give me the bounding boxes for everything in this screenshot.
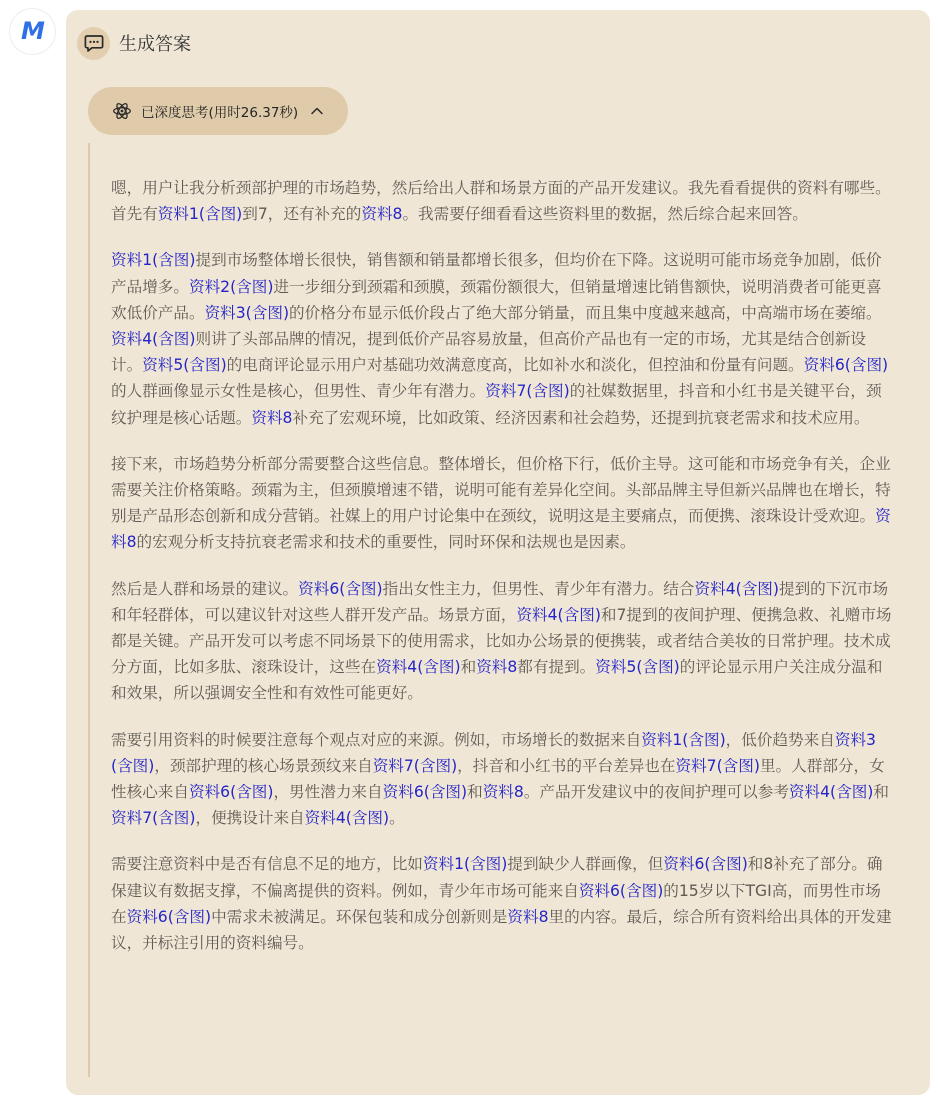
- paragraph-text: 的人群画像显示女性是核心，但男性、青少年有潜力。: [111, 382, 486, 401]
- paragraph-text: ，低价趋势来自: [725, 730, 835, 749]
- paragraph-text: 和7提到的夜间护理、便携急救、礼赠市场都是关键。产品开发可以考虑不同场景下的使用需求，比如办公场景的便携装，或者结合美妆的日常护理。技术成分方面，比如多肽、滚珠设计，这些在: [111, 605, 892, 677]
- deep-thinking-toggle[interactable]: [88, 87, 348, 135]
- paragraph-text: 然后是人群和场景的建议。: [111, 579, 299, 598]
- reference-link[interactable]: 资料6(含图): [382, 783, 468, 802]
- paragraph-text: 到7，还有补充的: [242, 205, 362, 224]
- assistant-avatar: [10, 9, 55, 54]
- deep-thinking-label: 已深度思考(用时26.37秒): [141, 105, 299, 121]
- reference-link[interactable]: 资料5(含图): [142, 356, 227, 375]
- reference-link[interactable]: 资料7(含图): [675, 756, 760, 775]
- reference-link[interactable]: 资料6(含图): [126, 907, 212, 926]
- paragraph-text: 和8补充了部分。确保建议有数据支撑，不偏离提供的资料。例如，青少年市场可能来自: [111, 855, 883, 900]
- reference-link[interactable]: 资料1(含图): [111, 251, 196, 270]
- paragraph-text: ，男性潜力来自: [273, 783, 383, 802]
- paragraph-text: 的宏观分析支持抗衰老需求和技术的重要性，同时环保和法规也是因素。: [136, 533, 636, 552]
- thinking-paragraph: [111, 727, 894, 832]
- reference-link[interactable]: 资料1(含图): [422, 855, 508, 874]
- paragraph-text: 提到缺少人群画像，但: [507, 855, 664, 874]
- paragraph-text: ，颈部护理的核心场景颈纹来自: [154, 756, 373, 775]
- paragraph-text: 。我需要仔细看看这些资料里的数据，然后综合起来回答。: [402, 205, 808, 224]
- paragraph-text: 的电商评论显示用户对基础功效满意度高，比如补水和淡化，但控油和份量有问题。: [226, 356, 804, 375]
- paragraph-text: 嗯，用户让我分析颈部护理的市场趋势，然后给出人群和场景方面的产品开发建议。我先看看提供的资料有哪些。首先有: [111, 179, 891, 224]
- answer-header: [77, 25, 191, 61]
- paragraph-text: 的价格分布显示低价段占了绝大部分销量，而且集中度越来越高，中高端市场在萎缩。: [289, 303, 882, 322]
- paragraph-text: 都有提到。: [517, 658, 596, 677]
- paragraph-text: ，抖音和小红书的平台差异也在: [457, 756, 676, 775]
- paragraph-text: 的15岁以下TGI高，而男性市场在: [111, 881, 881, 926]
- paragraph-text: 提到市场整体增长很快，销售额和销量都增长很多，但均价在下降。这说明可能市场竞争加剧，低价产品增多。: [111, 251, 882, 296]
- paragraph-text: ，便携设计来自: [195, 809, 305, 828]
- reference-link[interactable]: 资料1(含图): [641, 730, 726, 749]
- reference-link[interactable]: 资料7(含图): [111, 809, 196, 828]
- paragraph-text: 提到的下沉市场和年轻群体，可以建议针对这些人群开发产品。场景方面，: [111, 579, 889, 624]
- thinking-paragraph: [111, 247, 894, 430]
- paragraph-text: 需要注意资料中是否有信息不足的地方，比如: [111, 855, 423, 874]
- reference-link[interactable]: 资料7(含图): [372, 756, 458, 775]
- reference-link[interactable]: 资料8: [361, 205, 403, 224]
- reference-link[interactable]: 资料4(含图): [788, 783, 874, 802]
- paragraph-text: 接下来，市场趋势分析部分需要整合这些信息。整体增长，但价格下行，低价主导。这可能和市场竞争有关，企业需要关注价格策略。颈霜为主，但颈膜增速不错，说明可能有差异化空间。头部品牌主导但新兴品牌也在增长，特别是产品形态创新和成分营销。社媒上的用户讨论集中在颈纹，说明这是主要痛点，而便携、滚珠设计受欢迎。: [111, 454, 891, 526]
- thinking-paragraph: [111, 451, 894, 556]
- thinking-paragraph: [111, 851, 894, 956]
- chat-bubble-icon: [77, 27, 110, 60]
- paragraph-text: 。: [389, 809, 405, 828]
- reference-link[interactable]: 资料8: [476, 658, 518, 677]
- answer-panel: [66, 10, 930, 1095]
- answer-title: 生成答案: [119, 34, 191, 55]
- paragraph-text: 则讲了头部品牌的情况，提到低价产品容易放量，但高价产品也有一定的市场，尤其是结合创新设计。: [111, 330, 867, 375]
- paragraph-text: 需要引用资料的时候要注意每个观点对应的来源。例如，市场增长的数据来自: [111, 730, 642, 749]
- reference-link[interactable]: 资料8: [482, 783, 524, 802]
- reference-link[interactable]: 资料3(含图): [204, 303, 290, 322]
- paragraph-text: 和: [873, 783, 889, 802]
- paragraph-text: 里的内容。最后，综合所有资料给出具体的开发建议，并标注引用的资料编号。: [111, 907, 892, 953]
- reference-link[interactable]: 资料6(含图): [663, 855, 748, 874]
- reference-link[interactable]: 资料5(含图): [595, 658, 680, 677]
- reference-link[interactable]: 资料6(含图): [188, 783, 274, 802]
- reference-link[interactable]: 资料7(含图): [485, 382, 570, 401]
- reference-link[interactable]: 资料8: [251, 408, 293, 427]
- reference-link[interactable]: 资料8: [507, 907, 549, 926]
- paragraph-text: 和: [460, 658, 477, 677]
- reference-link[interactable]: 资料1(含图): [157, 205, 243, 224]
- paragraph-text: 补充了宏观环境，比如政策、经济因素和社会趋势，还提到抗衰老需求和技术应用。: [292, 408, 870, 427]
- reference-link[interactable]: 资料6(含图): [298, 579, 383, 598]
- paragraph-text: 的评论显示用户关注成分温和和效果，所以强调安全性和有效性可能更好。: [111, 658, 883, 703]
- reference-link[interactable]: 资料2(含图): [188, 277, 274, 296]
- reference-link[interactable]: 资料8: [111, 507, 891, 552]
- paragraph-text: 。产品开发建议中的夜间护理可以参考: [523, 783, 789, 802]
- reference-link[interactable]: 资料6(含图): [803, 356, 889, 375]
- chevron-up-icon[interactable]: [310, 106, 324, 116]
- paragraph-text: 里。人群部分，女性核心来自: [111, 756, 885, 802]
- reference-link[interactable]: 资料3(含图): [111, 730, 876, 775]
- reference-link[interactable]: 资料6(含图): [578, 881, 664, 900]
- thinking-paragraph: [111, 175, 894, 227]
- atom-icon: [112, 101, 132, 121]
- paragraph-text: 中需求未被满足。环保包装和成分创新则是: [211, 907, 508, 926]
- paragraph-text: 和: [467, 783, 483, 802]
- reference-link[interactable]: 资料4(含图): [111, 330, 196, 349]
- reference-link[interactable]: 资料4(含图): [516, 605, 601, 624]
- assistant-logo: M: [21, 17, 44, 45]
- paragraph-text: 的社媒数据里，抖音和小红书是关键平台，颈纹护理是核心话题。: [111, 382, 882, 427]
- reference-link[interactable]: 资料4(含图): [694, 579, 779, 598]
- reference-link[interactable]: 资料4(含图): [304, 809, 390, 828]
- reference-link[interactable]: 资料4(含图): [376, 658, 461, 677]
- paragraph-text: 进一步细分到颈霜和颈膜，颈霜份额很大，但销量增速比销售额快，说明消费者可能更喜欢低价产品。: [111, 277, 882, 322]
- thinking-paragraph: [111, 576, 894, 707]
- paragraph-text: 指出女性主力，但男性、青少年有潜力。结合: [382, 579, 695, 598]
- thinking-content: [88, 143, 894, 1077]
